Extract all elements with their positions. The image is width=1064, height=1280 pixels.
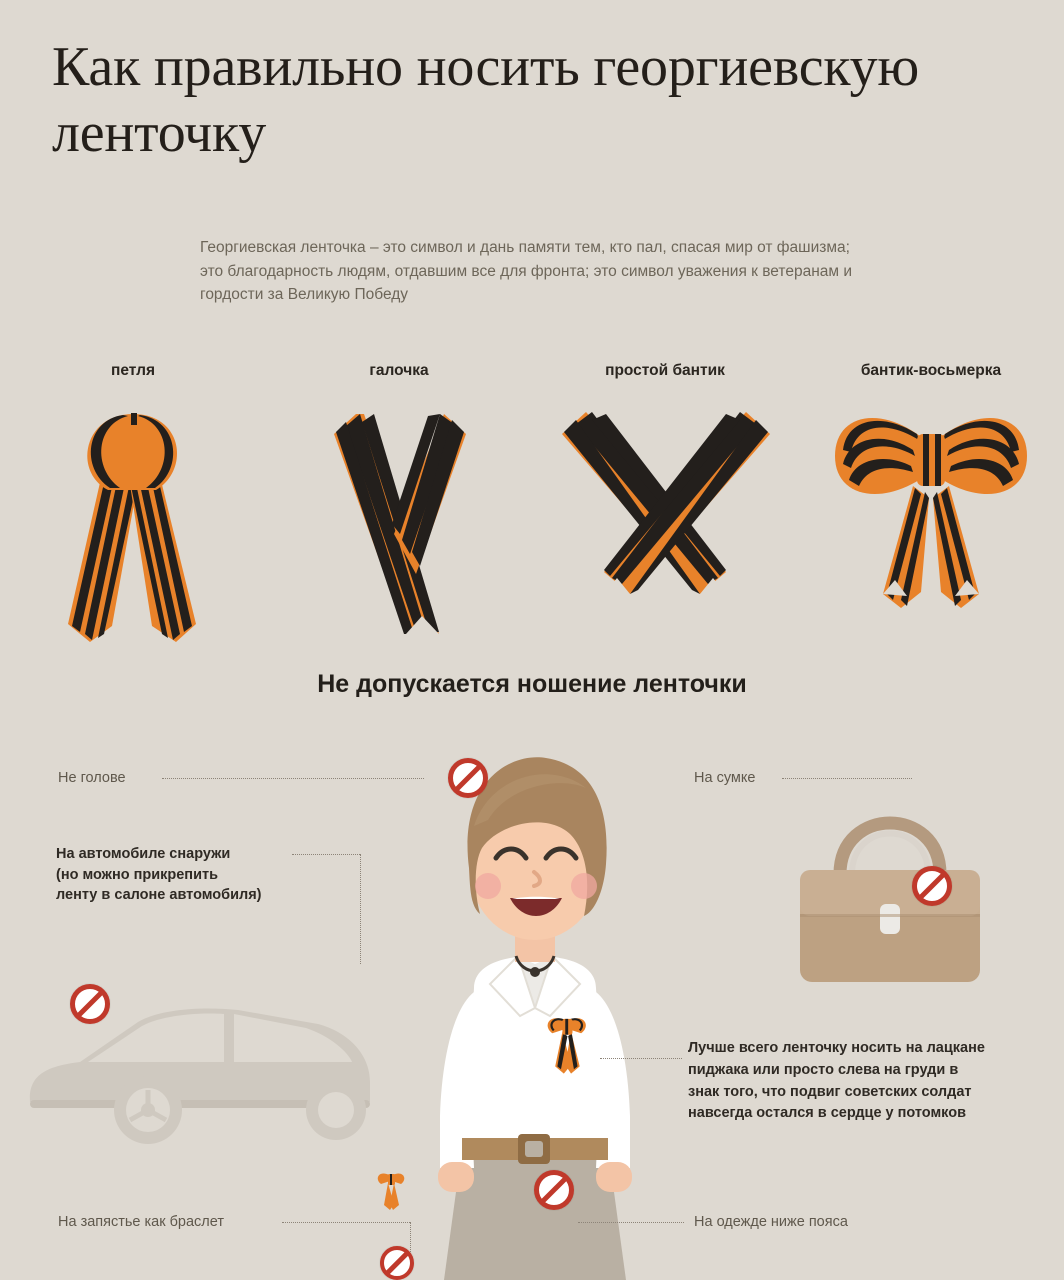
no-sign-head (448, 758, 488, 798)
leader-recommendation (600, 1058, 682, 1059)
ribbon-check-icon (266, 394, 532, 644)
label-car-line2: (но можно прикрепить (56, 866, 218, 883)
intro-paragraph: Георгиевская ленточка – это символ и дань памяти тем, кто пал, спасая мир от фашизма; это благодарность людям, отдавшим все для фронта; это символ уважения к ветеранам и гордости за Великую Победу (200, 239, 852, 304)
leader-wrist-vertical (410, 1222, 411, 1252)
ribbon-style-figure-eight-bow-caption: бантик-восьмерка (860, 362, 1002, 379)
ribbon-style-check (266, 362, 532, 644)
handbag-illustration (780, 764, 1000, 994)
label-wrist: На запястье как браслет (58, 1214, 224, 1230)
section-heading: Не допускается ношение ленточки (317, 670, 747, 698)
prohibitions-scene (0, 716, 1064, 1280)
ribbon-simple-bow-icon (532, 394, 798, 644)
ribbon-style-loop (0, 362, 266, 644)
ribbon-loop-icon (0, 394, 266, 644)
leader-wrist (282, 1222, 410, 1223)
ribbon-figure-eight-bow-icon (798, 394, 1064, 644)
ribbon-style-figure-eight-bow (798, 362, 1064, 644)
no-sign-car (70, 984, 110, 1024)
ribbon-style-loop-caption: петля (110, 362, 156, 379)
label-car-line3: ленту в салоне автомобиля) (56, 887, 262, 904)
label-bag: На сумке (694, 770, 756, 786)
label-head: Не голове (58, 770, 126, 786)
label-below-waist: На одежде ниже пояса (694, 1214, 848, 1230)
page-title: Как правильно носить георгиевскую ленточку (52, 36, 920, 165)
leader-below-waist (578, 1222, 684, 1223)
label-car-line1: На автомобиле снаружи (56, 846, 231, 862)
label-recommendation: Лучше всего ленточку носить на лацкане пиджака или просто слева на груди в знак того, что подвиг советских солдат навсегда остался в сердце у потомков (688, 1040, 985, 1122)
ribbon-styles-row (0, 362, 1064, 642)
ribbon-style-simple-bow (532, 362, 798, 644)
leader-car-vertical (360, 854, 361, 964)
no-sign-bag (912, 866, 952, 906)
leader-bag (782, 778, 912, 779)
no-sign-below-waist (534, 1170, 574, 1210)
car-illustration (18, 962, 378, 1162)
no-sign-wrist (380, 1246, 414, 1280)
leader-head (162, 778, 424, 779)
ribbon-style-simple-bow-caption: простой бантик (605, 362, 725, 379)
ribbon-style-check-caption: галочка (369, 362, 429, 379)
leader-car (292, 854, 360, 855)
